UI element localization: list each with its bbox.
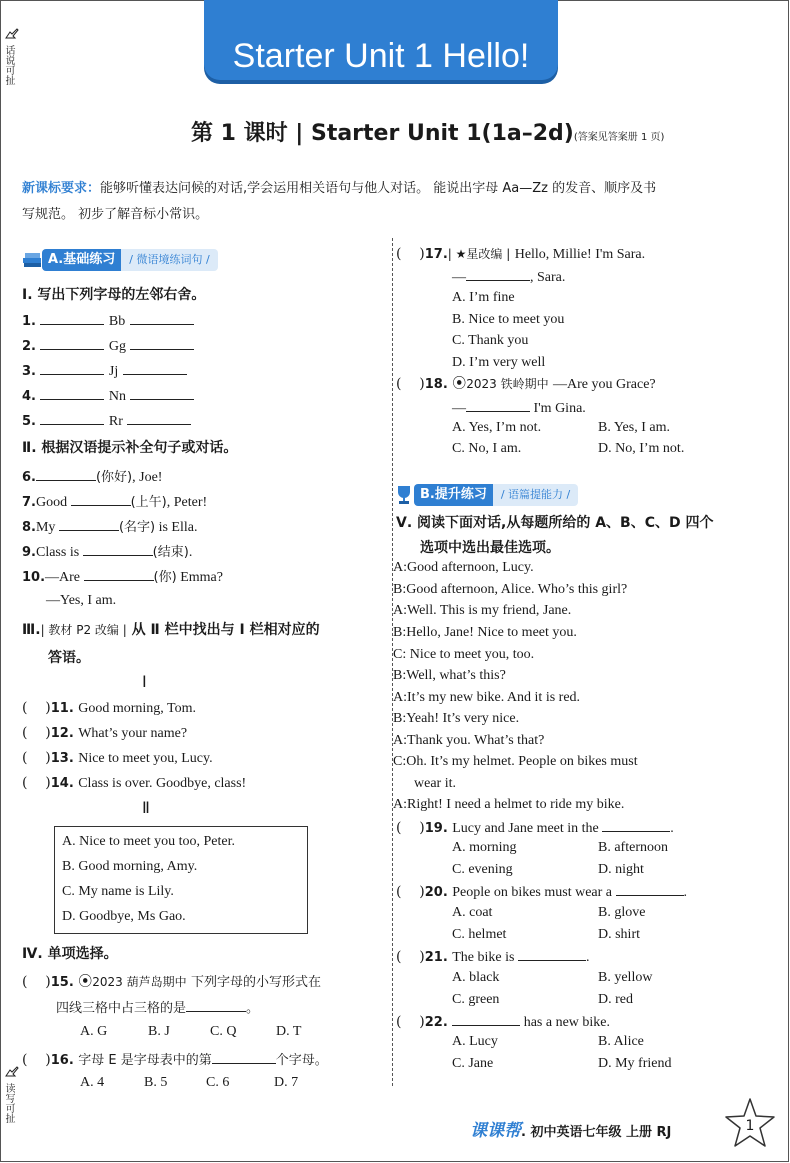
location-pin-icon: ⦿ xyxy=(78,974,93,990)
answer-blank[interactable] xyxy=(127,410,191,425)
option-item: C. helmet xyxy=(452,927,507,942)
option-item: C. Q xyxy=(210,1024,237,1039)
source-tag: | ★星改编 | xyxy=(447,247,511,261)
option-item: D. 7 xyxy=(274,1075,299,1090)
question-item: ( )20. People on bikes must wear a . xyxy=(396,881,687,903)
option-item: B. J xyxy=(148,1024,170,1039)
answer-blank[interactable] xyxy=(130,385,194,400)
answer-blank[interactable] xyxy=(616,881,684,896)
option-item: D. My friend xyxy=(598,1056,672,1071)
answer-blank[interactable] xyxy=(602,817,670,832)
trophy-icon xyxy=(394,483,414,505)
question-item: ( )12. What’s your name? xyxy=(22,725,188,741)
option-item: C. green xyxy=(452,992,500,1007)
location-pin-icon: ⦿ xyxy=(452,376,467,392)
list-item: 8.My (名字) is Ella. xyxy=(22,516,197,538)
list-item: 3. Jj xyxy=(22,360,187,382)
section-b-badge: B.提升练习 / 语篇提能力 / xyxy=(394,483,578,505)
question-item: ( )18. ⦿2023 铁岭期中 —Are you Grace? xyxy=(396,376,656,392)
dialogue-line: C: Nice to meet you, too. xyxy=(393,647,535,662)
answer-blank[interactable] xyxy=(130,335,194,350)
list-item: 5. Rr xyxy=(22,410,191,432)
option-item: D. No, I’m not. xyxy=(598,441,685,456)
page-number: 1 xyxy=(745,1118,755,1134)
side-tab-top: 话说可扯 xyxy=(3,28,21,85)
list-item: 10.—Are (你) Emma? xyxy=(22,566,223,588)
curriculum-requirement-line2: 写规范。 初步了解音标小常识。 xyxy=(22,207,209,222)
books-icon xyxy=(22,248,42,270)
option-item: D. red xyxy=(598,992,633,1007)
option-item: A. black xyxy=(452,970,500,985)
answer-blank[interactable] xyxy=(40,335,104,350)
answer-blank[interactable] xyxy=(40,360,104,375)
answer-blank[interactable] xyxy=(466,397,530,412)
dialogue-reply: —Yes, I am. xyxy=(46,593,117,608)
answer-blank[interactable] xyxy=(40,310,104,325)
question-item: ( )16. 字母 E 是字母表中的第 个字母。 xyxy=(22,1049,328,1071)
unit-title: Starter Unit 1 Hello! xyxy=(232,37,530,75)
option-item: C. No, I am. xyxy=(452,441,522,456)
option-item: D. Goodbye, Ms Gao. xyxy=(62,909,186,924)
option-item: B. Alice xyxy=(598,1034,644,1049)
footer-brand xyxy=(470,1116,671,1141)
answer-blank[interactable] xyxy=(83,541,153,556)
option-item: D. shirt xyxy=(598,927,640,942)
part5-heading-line2: 选项中选出最佳选项。 xyxy=(420,540,560,556)
answer-blank[interactable] xyxy=(130,310,194,325)
question-item: ( )21. The bike is . xyxy=(396,946,589,968)
option-item: A. coat xyxy=(452,905,493,920)
answer-blank[interactable] xyxy=(59,516,119,531)
dialogue-line: A:Well. This is my friend, Jane. xyxy=(393,603,572,618)
option-item: A. I’m fine xyxy=(452,290,515,305)
answer-blank[interactable] xyxy=(40,385,104,400)
dialogue-line: B:Good afternoon, Alice. Who’s this girl? xyxy=(393,582,628,597)
question-item: ( )15. ⦿2023 葫芦岛期中 下列字母的小写形式在 xyxy=(22,974,322,990)
option-item: B. Nice to meet you xyxy=(452,312,565,327)
answer-blank[interactable] xyxy=(212,1049,276,1064)
question-item: ( )11. Good morning, Tom. xyxy=(22,700,196,716)
dialogue-line: A:Thank you. What’s that? xyxy=(393,733,545,748)
list-item: 2. Gg xyxy=(22,335,194,357)
part3-heading: Ⅲ.| 教材 P2 改编 | 从 Ⅱ 栏中找出与 Ⅰ 栏相对应的 xyxy=(22,622,320,638)
answer-blank[interactable] xyxy=(36,466,96,481)
option-item: B. Good morning, Amy. xyxy=(62,859,198,874)
reply-line: — , Sara. xyxy=(452,266,565,288)
option-item: D. I’m very well xyxy=(452,355,546,370)
answer-note: (答案见答案册 1 页) xyxy=(573,132,665,143)
option-item: B. glove xyxy=(598,905,646,920)
dialogue-line: A:It’s my new bike. And it is red. xyxy=(393,690,581,705)
list-item: 6. (你好), Joe! xyxy=(22,466,162,488)
option-item: A. 4 xyxy=(80,1075,105,1090)
reply-line: — I'm Gina. xyxy=(452,397,586,419)
option-item: C. evening xyxy=(452,862,513,877)
column-label-i: Ⅰ xyxy=(142,674,147,691)
question-item: ( )17.| ★星改编 | Hello, Millie! I'm Sara. xyxy=(396,246,646,262)
curriculum-requirement: 新课标要求：能够听懂表达问候的对话,学会运用相关语句与他人对话。 能说出字母 Aa—Zz 的发音、顺序及书 xyxy=(22,181,657,196)
part1-heading: Ⅰ. 写出下列字母的左邻右舍。 xyxy=(22,287,206,303)
dialogue-line: B:Hello, Jane! Nice to meet you. xyxy=(393,625,577,640)
pointing-hand-icon xyxy=(4,28,20,42)
dialogue-line: wear it. xyxy=(414,776,456,791)
question-item: ( )22. has a new bike. xyxy=(396,1011,610,1033)
side-tab-bottom: 读写可扯 xyxy=(3,1066,21,1123)
section-a-badge: A.基础练习 / 微语境练词句 / xyxy=(22,248,218,270)
dialogue-line: A:Right! I need a helmet to ride my bike. xyxy=(393,797,625,812)
option-item: A. morning xyxy=(452,840,517,855)
pointing-hand-icon xyxy=(4,1066,20,1080)
option-item: B. 5 xyxy=(144,1075,168,1090)
option-item: C. My name is Lily. xyxy=(62,884,174,899)
question-item: ( )14. Class is over. Goodbye, class! xyxy=(22,775,247,791)
answer-blank[interactable] xyxy=(123,360,187,375)
option-item: C. Thank you xyxy=(452,333,529,348)
answer-blank[interactable] xyxy=(40,410,104,425)
question-item: ( )13. Nice to meet you, Lucy. xyxy=(22,750,213,766)
answer-blank[interactable] xyxy=(466,266,530,281)
answer-blank[interactable] xyxy=(84,566,154,581)
question-item: ( )19. Lucy and Jane meet in the . xyxy=(396,817,674,839)
dialogue-line: C:Oh. It’s my helmet. People on bikes must xyxy=(393,754,638,769)
dialogue-line: B:Yeah! It’s very nice. xyxy=(393,711,520,726)
option-item: D. night xyxy=(598,862,644,877)
option-item: B. yellow xyxy=(598,970,653,985)
part2-heading: Ⅱ. 根据汉语提示补全句子或对话。 xyxy=(22,440,238,456)
question-line2: 四线三格中占三格的是 。 xyxy=(56,997,259,1019)
column-label-ii: Ⅱ xyxy=(142,800,150,817)
dialogue-line: B:Well, what’s this? xyxy=(393,668,506,683)
option-item: C. 6 xyxy=(206,1075,230,1090)
book-title: . 初中英语七年级 上册 RJ xyxy=(521,1125,672,1140)
option-item: A. Lucy xyxy=(452,1034,498,1049)
option-item: D. T xyxy=(276,1024,302,1039)
part3-heading-line2: 答语。 xyxy=(48,650,90,666)
list-item: 9.Class is (结束). xyxy=(22,541,192,563)
option-item: A. Yes, I’m not. xyxy=(452,420,542,435)
answer-blank[interactable] xyxy=(452,1011,520,1026)
answer-blank[interactable] xyxy=(71,491,131,506)
answer-blank[interactable] xyxy=(186,997,246,1012)
option-item: B. Yes, I am. xyxy=(598,420,670,435)
textbook-tag: | 教材 P2 改编 | xyxy=(40,623,127,637)
part4-heading: Ⅳ. 单项选择。 xyxy=(22,946,118,962)
requirement-label: 新课标要求： xyxy=(22,181,101,196)
list-item: 1. Bb xyxy=(22,310,194,332)
answer-blank[interactable] xyxy=(518,946,586,961)
option-item: A. Nice to meet you too, Peter. xyxy=(62,834,236,849)
option-item: A. G xyxy=(80,1024,108,1039)
part5-heading: Ⅴ. 阅读下面对话,从每题所给的 A、B、C、D 四个 xyxy=(396,515,714,531)
list-item: 4. Nn xyxy=(22,385,194,407)
option-item: B. afternoon xyxy=(598,840,668,855)
lesson-title: 第 1 课时 | Starter Unit 1(1a–2d)(答案见答案册 1 页) xyxy=(191,121,665,146)
list-item: 7.Good (上午), Peter! xyxy=(22,491,207,513)
brand-logo: 课课帮 xyxy=(470,1121,521,1141)
option-item: C. Jane xyxy=(452,1056,494,1071)
dialogue-line: A:Good afternoon, Lucy. xyxy=(393,560,534,575)
